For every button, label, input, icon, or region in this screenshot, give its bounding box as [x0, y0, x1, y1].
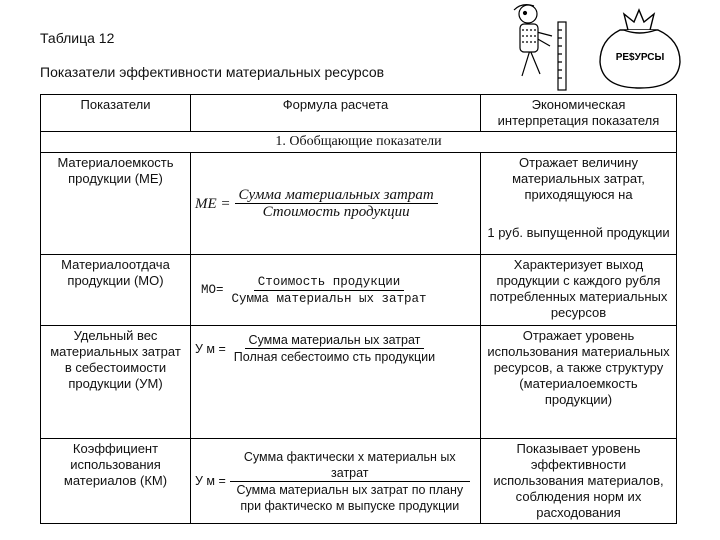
section-row: [41, 132, 677, 153]
table-row: [41, 153, 677, 255]
formula-fraction: [235, 187, 438, 220]
formula-lhs: У м =: [195, 341, 226, 356]
formula-numerator: Сумма фактически х материальн ых затрат: [230, 449, 470, 482]
formula-denominator: Сумма материальн ых затрат: [231, 291, 427, 306]
indicator-name: Материалоотдача продукции (МО): [41, 255, 191, 326]
formula-denominator: Стоимость продукции: [262, 204, 410, 220]
indicator-name: Материалоемкость продукции (МЕ): [41, 153, 191, 255]
document-title: Показатели эффективности материальных ресурсов: [40, 64, 385, 80]
interpretation-cell: [481, 153, 677, 255]
section-title: 1. Обобщающие показатели: [41, 132, 677, 153]
formula-lhs: МЕ =: [195, 195, 231, 212]
formula-fraction: [230, 449, 470, 514]
formula-numerator: Сумма материальн ых затрат: [245, 332, 425, 349]
header-indicators: Показатели: [41, 95, 191, 132]
indicator-name: Удельный вес материальных затрат в себестоимости продукции (УМ): [41, 326, 191, 439]
formula-numerator: Сумма материальных затрат: [235, 187, 438, 204]
formula-numerator: Стоимость продукции: [254, 274, 405, 291]
bag-label: РЕ$УРСЫ: [615, 52, 665, 63]
measuring-pole: [558, 22, 566, 90]
interpretation-text-continued: 1 руб. выпущенной продукции: [487, 225, 670, 240]
formula-cell: [191, 153, 481, 255]
resources-bag: [600, 10, 680, 88]
formula-cell: [191, 255, 481, 326]
formula-cell: [191, 439, 481, 524]
table-header-row: [41, 95, 677, 132]
formula-fraction: [230, 332, 439, 365]
interpretation-cell: Показывает уровень эффективности использования материалов, соблюдения норм их расходования: [481, 439, 677, 524]
cartoon-illustration: [500, 0, 710, 92]
indicators-table: [40, 94, 677, 524]
formula-lhs: МО=: [201, 283, 224, 297]
formula-lhs: У м =: [195, 474, 226, 488]
formula-denominator: Сумма материальн ых затрат по плану при фактическо м выпуске продукции: [236, 482, 464, 513]
interpretation-text: Отражает величину материальных затрат, приходящуюся на: [512, 155, 645, 202]
table-row: [41, 255, 677, 326]
table-caption: Таблица 12: [40, 30, 115, 46]
interpretation-cell: Характеризует выход продукции с каждого рубля потребленных материальных ресурсов: [481, 255, 677, 326]
interpretation-cell: Отражает уровень использования материальных ресурсов, а также структуру (материалоемкость продукции): [481, 326, 677, 439]
person-figure: [514, 5, 552, 76]
table-row: [41, 439, 677, 524]
header-formula: Формула расчета: [191, 95, 481, 132]
formula-denominator: Полная себестоимо сть продукции: [233, 350, 436, 364]
formula-fraction: [228, 274, 431, 307]
header-interpretation: Экономическая интерпретация показателя: [481, 95, 677, 132]
indicator-name: Коэффициент использования материалов (КМ): [41, 439, 191, 524]
formula-cell: [191, 326, 481, 439]
table-row: [41, 326, 677, 439]
